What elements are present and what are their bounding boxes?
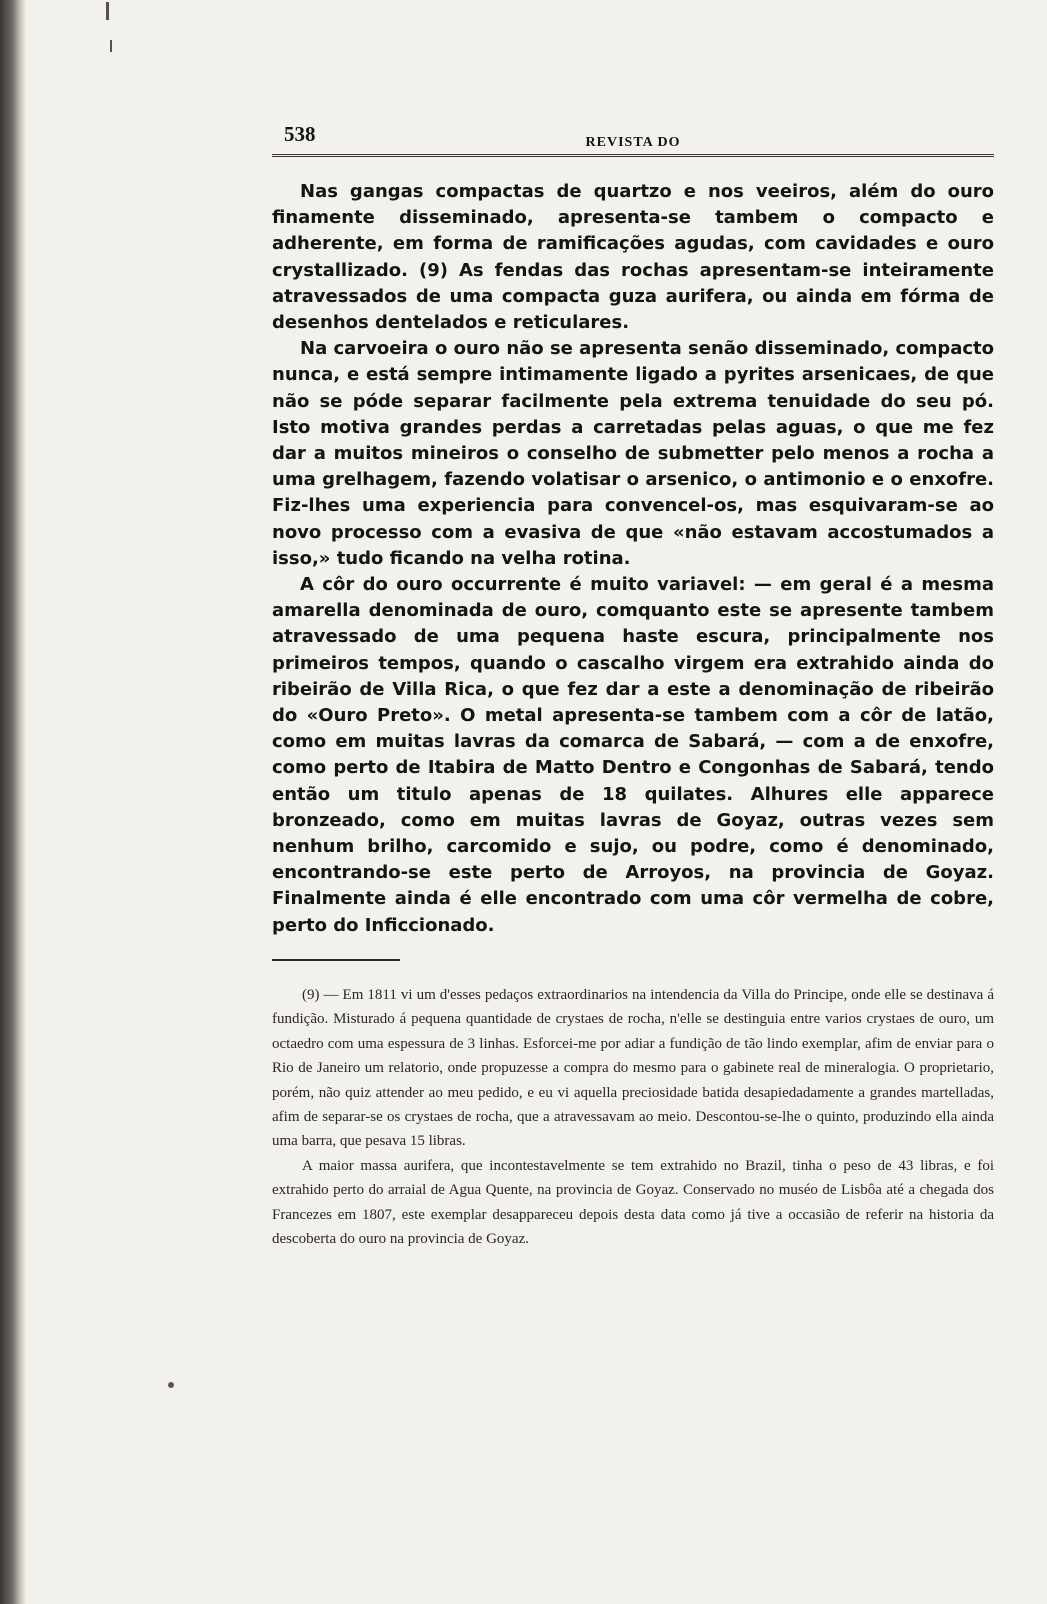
footnote-divider <box>272 959 400 961</box>
page-number: 538 <box>284 122 316 146</box>
book-binding-edge <box>0 0 26 1604</box>
page <box>272 110 994 1251</box>
footnote: (9) — Em 1811 vi um d'esses pedaços extraordinarios na intendencia da Villa do Principe, onde elle se destinava á fundição. Misturado á pequena quantidade de crystaes de rocha, n'elle se destinguia entre varios crystaes de ouro, um octaedro com uma espessura de 3 linhas. Esforcei-me por adiar a fundição de tão lindo exemplar, afim de enviar para o Rio de Janeiro um relatorio, onde propuzesse a compra do mesmo para o gabinete real de mineralogia. O proprietario, porém, não quiz attender ao meu pedido, e eu vi aquella preciosidade batida desapiedadamente a grandes martelladas, afim de separar-se os crystaes de rocha, que a atravessavam ao meio. Descontou-se-lhe o quinto, produzindo ella ainda uma barra, que pesava 15 libras. <box>272 986 994 1150</box>
margin-speck <box>168 1382 174 1388</box>
binding-mark <box>110 40 112 52</box>
page-header <box>272 110 994 157</box>
binding-mark <box>106 2 109 20</box>
paragraph: A côr do ouro occurrente é muito variavel: — em geral é a mesma amarella denominada de ouro, comquanto este se apresente tambem atravessado de uma pequena haste escura, principalmente nos primeiros tempos, quando o cascalho virgem era extrahido ainda do ribeirão de Villa Rica, o que fez dar a este a denominação de ribeirão do «Ouro Preto». O metal apresenta-se tambem com a côr de latão, como em muitas lavras da comarca de Sabará, — com a de enxofre, como perto de Itabira de Matto Dentro e Congonhas de Sabará, tendo então um titulo apenas de 18 quilates. Alhures elle apparece bronzeado, como em muitas lavras de Goyaz, outras vezes sem nenhum brilho, carcomido e sujo, ou podre, como é denominado, encontrando-se este perto de Arroyos, na provincia de Goyaz. Finalmente ainda é elle encontrado com uma côr vermelha de cobre, perto do Inficcionado. <box>272 574 994 936</box>
footnote: A maior massa aurifera, que incontestavelmente se tem extrahido no Brazil, tinha o peso de 43 libras, e foi extrahido perto do arraial de Agua Quente, na provincia de Goyaz. Conservado no muséo de Lisbôa até a chegada dos Francezes em 1807, este exemplar desappareceu depois desta data como já tive a occasião de referir na historia da descoberta do ouro na provincia de Goyaz. <box>272 1157 994 1247</box>
paragraph: Nas gangas compactas de quartzo e nos veeiros, além do ouro finamente disseminado, apresenta-se tambem o compacto e adherente, em forma de ramificações agudas, com cavidades e ouro crystallizado. (9) As fendas das rochas apresentam-se inteiramente atravessados de uma compacta guza aurifera, ou ainda em fórma de desenhos dentelados e reticulares. <box>272 181 994 334</box>
running-title: REVISTA DO <box>585 135 681 150</box>
paragraph: Na carvoeira o ouro não se apresenta senão disseminado, compacto nunca, e está sempre intimamente ligado a pyrites arsenicaes, de que não se póde separar facilmente pela extrema tenuidade do seu pó. Isto motiva grandes perdas a carretadas pelas aguas, o que me fez dar a muitos mineiros o conselho de submetter pelo menos a rocha a uma grelhagem, fazendo volatisar o arsenico, o antimonio e o enxofre. Fiz-lhes uma experiencia para convencel-os, mas esquivaram-se ao novo processo com a evasiva de que «não estavam accostumados a isso,» tudo ficando na velha rotina. <box>272 338 994 569</box>
footnotes <box>272 983 994 1251</box>
main-text <box>272 179 994 939</box>
